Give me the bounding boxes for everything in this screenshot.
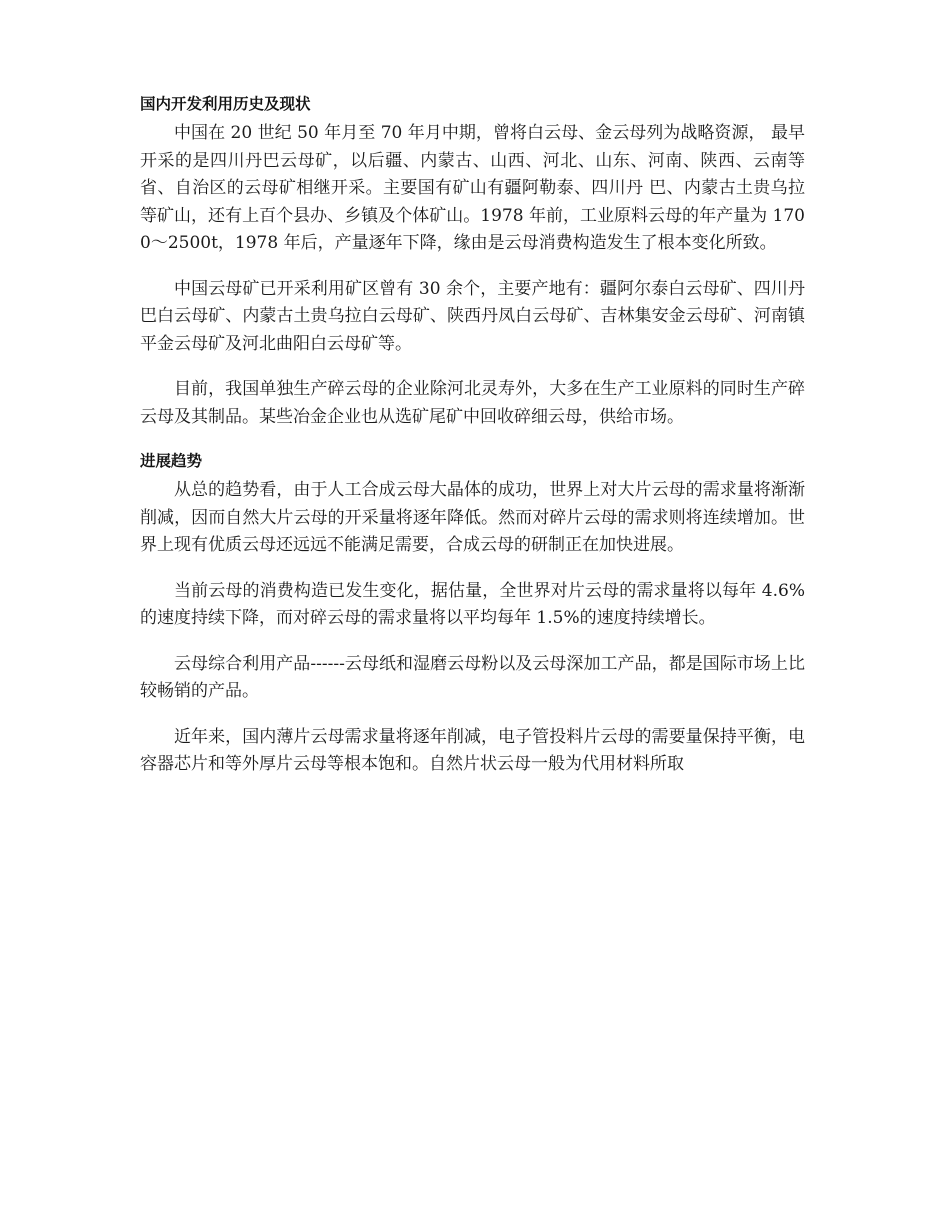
section-heading-domestic-history: 国内开发利用历史及现状 xyxy=(140,95,311,113)
paragraph-overall-trend: 从总的趋势看，由于人工合成云母大晶体的成功，世界上对大片云母的需求量将渐渐削减，因而自然大片云母的开采量将逐年降低。然而对碎片云母的需求则将连续增加。世界上现有优质云母还远远不能满足需要，合成云母的研制正在加快进展。 xyxy=(140,480,805,555)
paragraph-mica-history: 中国在 20 世纪 50 年月至 70 年月中期，曾将白云母、金云母列为战略资源， 最早开采的是四川丹巴云母矿，以后疆、内蒙古、山西、河北、山东、河南、陕西、云南等省、自治区的云母矿相继开采。主要国有矿山有疆阿勒泰、四川丹 巴、内蒙古土贵乌拉等矿山，还有上百个县办、乡镇及个体矿山。1978 年前，工业原料云母的年产量为 1700～2500t，1978 年后，产量逐年下降，缘由是云母消费构造发生了根本变化所致。 xyxy=(140,123,805,253)
paragraph-gap xyxy=(140,706,805,724)
paragraph-consumption-structure: 当前云母的消费构造已发生变化，据估量，全世界对片云母的需求量将以每年 4.6%的速度持续下降，而对碎云母的需求量将以平均每年 1.5%的速度持续增长。 xyxy=(140,580,805,628)
paragraph-integrated-products: 云母综合利用产品------云母纸和湿磨云母粉以及云母深加工产品，都是国际市场上比较畅销的产品。 xyxy=(140,653,805,701)
paragraph-mica-mining-areas: 中国云母矿已开采利用矿区曾有 30 余个，主要产地有：疆阿尔泰白云母矿、四川丹巴白云母矿、内蒙古土贵乌拉白云母矿、陕西丹凤白云母矿、吉林集安金云母矿、河南镇平金云母矿及河北曲阳白云母矿等。 xyxy=(140,278,805,354)
paragraph-gap xyxy=(140,633,805,651)
document-body xyxy=(140,92,805,779)
paragraph-gap xyxy=(140,560,805,578)
paragraph-fragment-mica-producers: 目前，我国单独生产碎云母的企业除河北灵寿外，大多在生产工业原料的同时生产碎云母及其制品。某些冶金企业也从选矿尾矿中回收碎细云母，供给市场。 xyxy=(140,379,805,427)
paragraph-gap xyxy=(140,431,805,449)
paragraph-domestic-demand: 近年来，国内薄片云母需求量将逐年削减，电子管投料片云母的需要量保持平衡，电容器芯片和等外厚片云母等根本饱和。自然片状云母一般为代用材料所取 xyxy=(140,726,805,774)
paragraph-gap xyxy=(140,358,805,376)
paragraph-gap xyxy=(140,258,805,276)
section-heading-development-trend: 进展趋势 xyxy=(140,452,203,470)
